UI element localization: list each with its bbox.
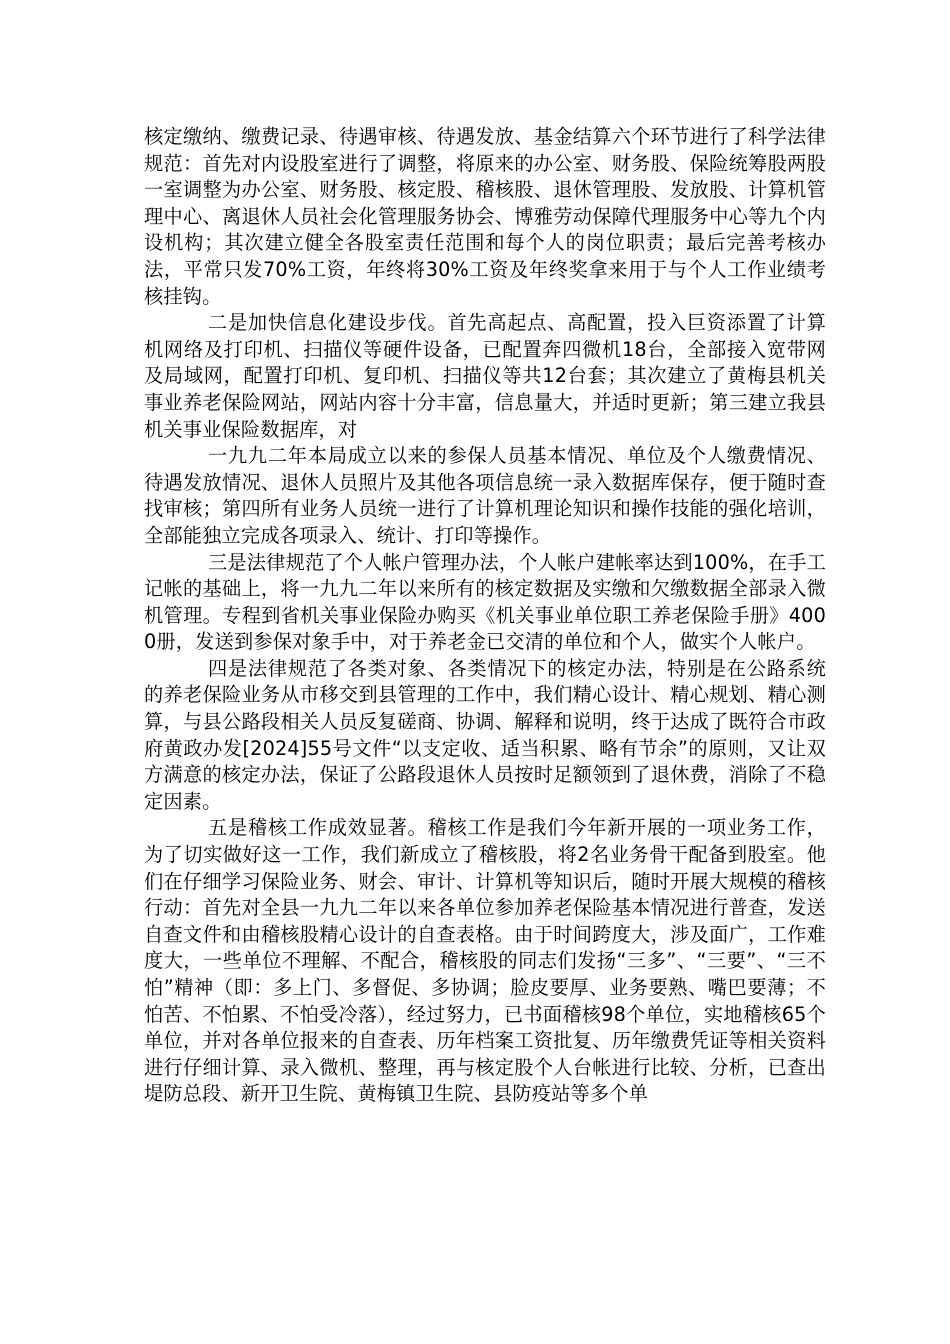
paragraph-2: 二是加快信息化建设步伐。首先高起点、高配置，投入巨资添置了计算机网络及打印机、扫描仪等硬件设备，已配置奔四微机18台，全部接入宽带网及局域网，配置打印机、复印机、扫描仪等共12台套；其次建立了黄梅县机关事业养老保险网站，网站内容十分丰富，信息量大，并适时更新；第三建立我县机关事业保险数据库，对: [144, 311, 826, 441]
paragraph-3: 一九九二年本局成立以来的参保人员基本情况、单位及个人缴费情况、待遇发放情况、退休人员照片及其他各项信息统一录入数据库保存，便于随时查找审核；第四所有业务人员统一进行了计算机理论知识和操作技能的强化培训，全部能独立完成各项录入、统计、打印等操作。: [144, 444, 826, 547]
paragraph-5: 四是法律规范了各类对象、各类情况下的核定办法，特别是在公路系统的养老保险业务从市移交到县管理的工作中，我们精心设计、精心规划、精心测算，与县公路段相关人员反复磋商、协调、解释和说明，终于达成了既符合市政府黄政办发[2024]55号文件“以支定收、适当积累、略有节余”的原则，又让双方满意的核定办法，保证了公路段退休人员按时足额领到了退休费，消除了不稳定因素。: [144, 656, 826, 813]
paragraph-1: 核定缴纳、缴费记录、待遇审核、待遇发放、基金结算六个环节进行了科学法律规范：首先对内设股室进行了调整，将原来的办公室、财务股、保险统筹股两股一室调整为办公室、财务股、核定股、稽核股、退休管理股、发放股、计算机管理中心、离退休人员社会化管理服务协会、博雅劳动保障代理服务中心等九个内设机构；其次建立健全各股室责任范围和每个人的岗位职责；最后完善考核办法，平常只发70%工资，年终将30%工资及年终奖拿来用于与个人工作业绩考核挂钩。: [144, 125, 826, 308]
paragraph-4: 三是法律规范了个人帐户管理办法，个人帐户建帐率达到100%，在手工记帐的基础上，将一九九二年以来所有的核定数据及实缴和欠缴数据全部录入微机管理。专程到省机关事业保险办购买《机关事业单位职工养老保险手册》4000册，发送到参保对象手中，对于养老金已交清的单位和个人，做实个人帐户。: [144, 550, 826, 654]
paragraph-6: 五是稽核工作成效显著。稽核工作是我们今年新开展的一项业务工作，为了切实做好这一工作，我们新成立了稽核股，将2名业务骨干配备到股室。他们在仔细学习保险业务、财会、审计、计算机等知识后，随时开展大规模的稽核行动：首先对全县一九九二年以来各单位参加养老保险基本情况进行普查，发送自查文件和由稽核股精心设计的自查表格。由于时间跨度大，涉及面广，工作难度大，一些单位不理解、不配合，稽核股的同志们发扬“三多”、“三要”、“三不怕”精神（即：多上门、多督促、多协调；脸皮要厚、业务要熟、嘴巴要薄；不怕苦、不怕累、不怕受冷落），经过努力，已书面稽核98个单位，实地稽核65个单位，并对各单位报来的自查表、历年档案工资批复、历年缴费凭证等相关资料进行仔细计算、录入微机、整理，再与核定股个人台帐进行比较、分析，已查出堤防总段、新开卫生院、黄梅镇卫生院、县防疫站等多个单: [144, 816, 826, 1106]
document-body: [144, 124, 826, 1108]
